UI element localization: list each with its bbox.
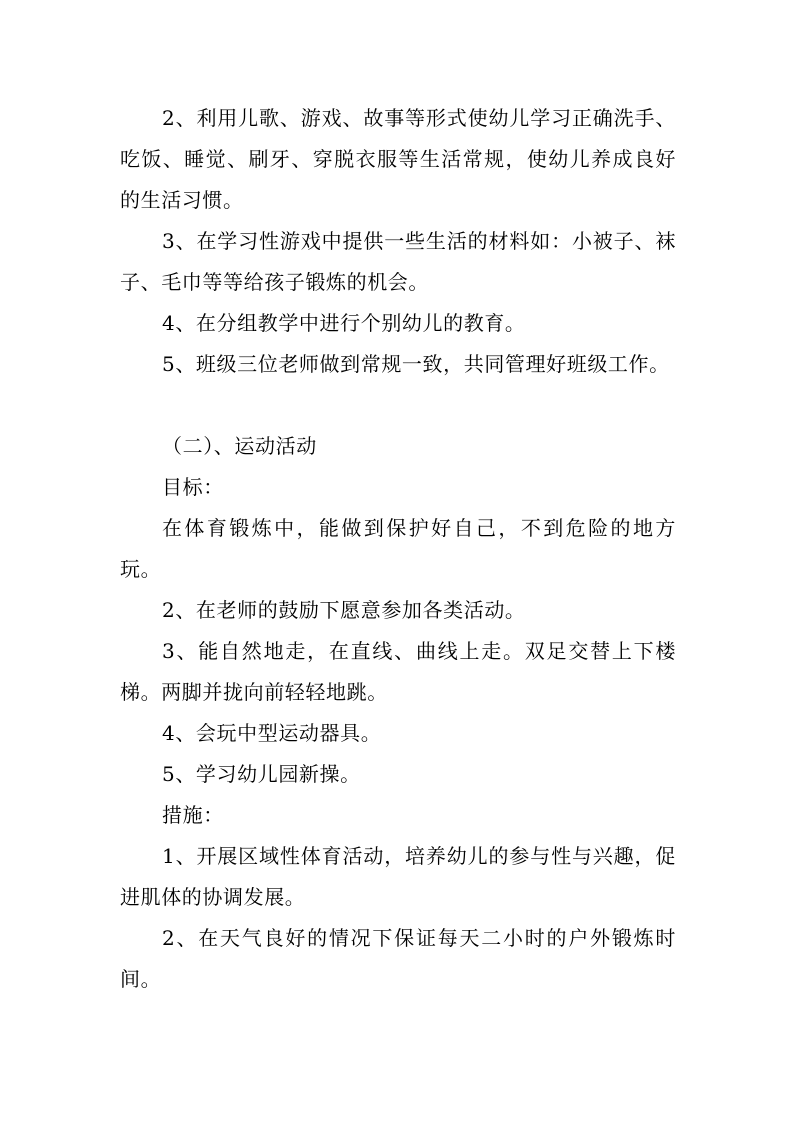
measures-label: 措施：	[162, 803, 224, 827]
paragraph-goal-equipment: 4、会玩中型运动器具。	[162, 721, 382, 745]
paragraph-goal-safety: 在体育锻炼中，能做到保护好自己，不到危险的地方玩。	[120, 516, 676, 581]
section-heading-sports: （二）、运动活动	[162, 434, 317, 458]
paragraph-group-teaching: 4、在分组教学中进行个别幼儿的教育。	[162, 311, 526, 335]
paragraph-goal-walking: 3、能自然地走，在直线、曲线上走。双足交替上下楼梯。两脚并拢向前轻轻地跳。	[120, 639, 676, 704]
paragraph-goal-participation: 2、在老师的鼓励下愿意参加各类活动。	[162, 598, 526, 622]
paragraph-habit-songs: 2、利用儿歌、游戏、故事等形式使幼儿学习正确洗手、吃饭、睡觉、刷牙、穿脱衣服等生活常规，使幼儿养成良好的生活习惯。	[120, 106, 676, 212]
goals-label: 目标：	[162, 475, 224, 499]
paragraph-measure-outdoor: 2、在天气良好的情况下保证每天二小时的户外锻炼时间。	[120, 926, 676, 991]
paragraph-teacher-consistency: 5、班级三位老师做到常规一致，共同管理好班级工作。	[162, 352, 670, 376]
paragraph-goal-exercise: 5、学习幼儿园新操。	[162, 762, 361, 786]
paragraph-measure-regional: 1、开展区域性体育活动，培养幼儿的参与性与兴趣，促进肌体的协调发展。	[120, 844, 676, 909]
paragraph-life-materials: 3、在学习性游戏中提供一些生活的材料如：小被子、袜子、毛巾等等给孩子锻炼的机会。	[120, 229, 676, 294]
